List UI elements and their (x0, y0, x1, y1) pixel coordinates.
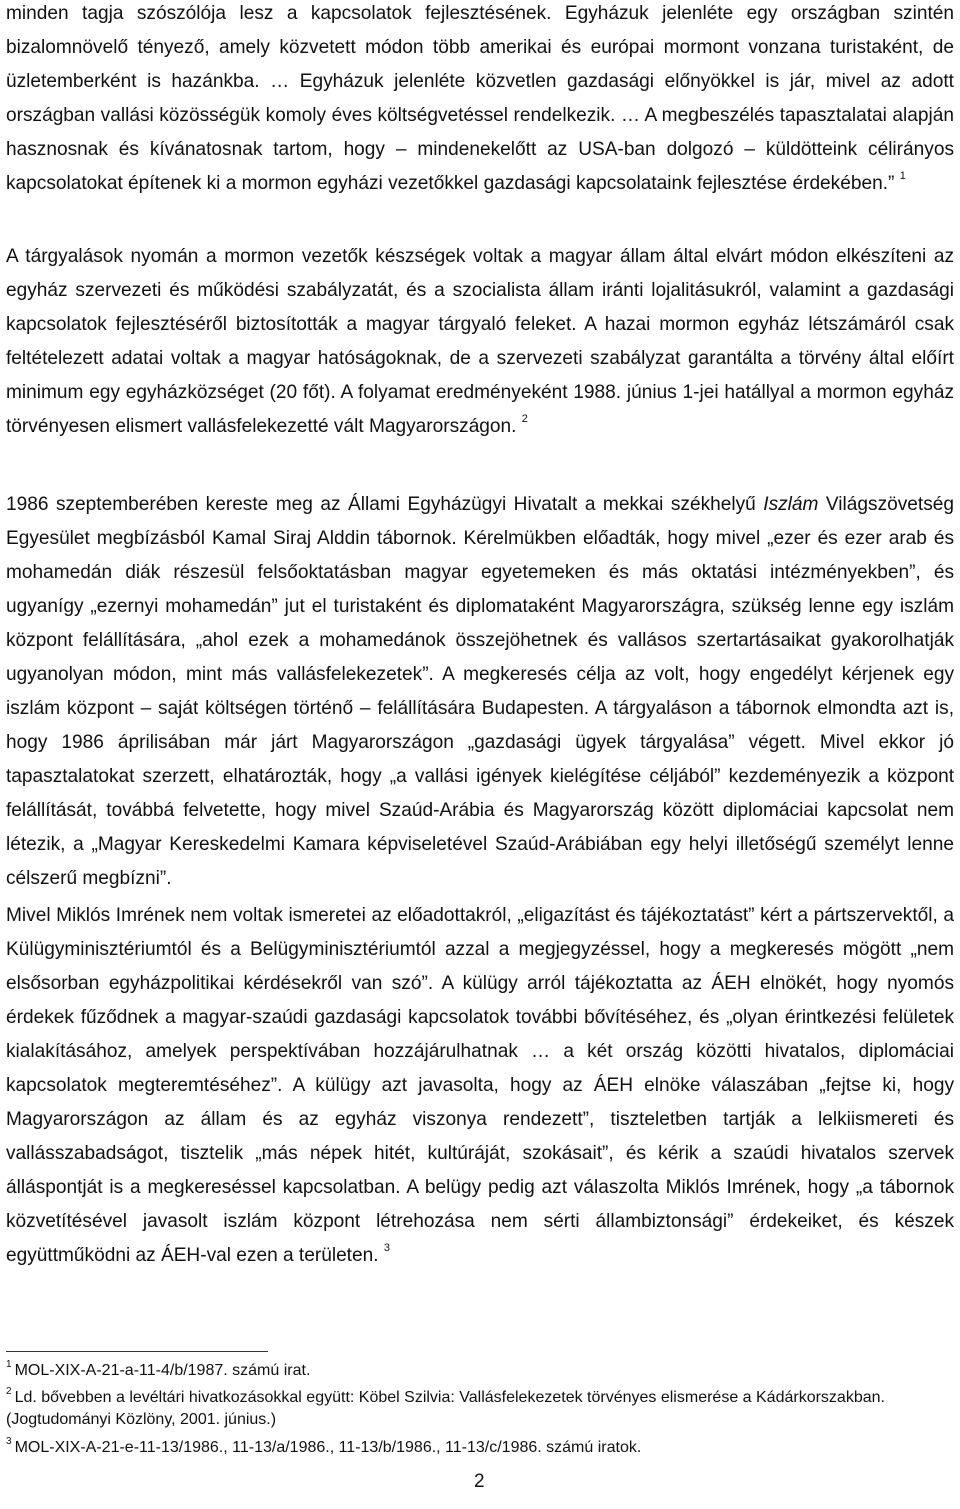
paragraph-mormon-recognition (6, 240, 954, 444)
paragraph-text: minden tagja szószólója lesz a kapcsolatok fejlesztésének. Egyházuk jelenléte egy országban szintén bizalomnövelő tényező, amely közvetett módon több amerikai és európai mormont vonzana turistaként, de üzletemberként is hazánkba. … Egyházuk jelenléte közvetlen gazdasági előnyökkel is jár, mivel az adott országban vallási közösségük komoly éves költségvetéssel rendelkezik. … A megbeszélés tapasztalatai alapján hasznosnak és kívánatosnak tartom, hogy – mindenekelőtt az USA-ban dolgozó – küldötteink célirányos kapcsolatokat építenek ki a mormon egyházi vezetőkkel gazdasági kapcsolataink fejlesztése érdekében.” (6, 3, 954, 194)
page-number: 2 (474, 1471, 485, 1492)
footnote-text: MOL-XIX-A-21-a-11-4/b/1987. számú irat. (14, 1362, 311, 1379)
paragraph-text-start: 1986 szeptemberében kereste meg az Állami Egyházügyi Hivatalt a mekkai székhelyű (6, 494, 764, 515)
paragraph-ministry-responses (6, 899, 954, 1273)
footnote-2 (6, 1387, 954, 1431)
footnote-number: 3 (6, 1435, 12, 1447)
footnote-text: Ld. bővebben a levéltári hivatkozásokkal együtt: Köbel Szilvia: Vallásfelekezetek törvényes elismerése a Kádárkorszakban. (Jogtudományi Közlöny, 2001. június.) (6, 1389, 885, 1428)
footnote-ref-3[interactable]: 3 (383, 1241, 390, 1254)
footnote-1 (6, 1360, 954, 1382)
paragraph-text: Mivel Miklós Imrének nem voltak ismeretei az előadottakról, „eligazítást és tájékoztatást” kért a pártszervektől, a Külügyminisztériumtól és a Belügyminisztériumtól azzal a megjegyzéssel, hogy a megkeresés mögött „nem elsősorban egyházpolitikai kérdésekről van szó”. A külügy arról tájékoztatta az ÁEH elnökét, hogy nyomós érdekek fűződnek a magyar-szaúdi gazdasági kapcsolatok további bővítéséhez, és „olyan érintkezési felületek kialakításához, amelyek perspektívában hozzájárulhatnak … a két ország közötti hivatalos, diplomáciai kapcsolatok megteremtéséhez”. A külügy azt javasolta, hogy az ÁEH elnöke válaszában „fejtse ki, hogy Magyarországon az állam és az egyház viszonya rendezett”, tiszteletben tartják a lelkiismereti és vallásszabadságot, tisztelik „más népek hitét, kultúráját, szokásait”, és kérik a szaúdi hivatalos szervek álláspontját is a megkereséssel kapcsolatban. A belügy pedig azt válaszolta Miklós Imrének, hogy „a tábornok közvetítésével javasolt iszlám központ létrehozása nem sérti állambiztonsági” érdekeiket, és készek együttműködni az ÁEH-val ezen a területen. (6, 905, 954, 1266)
footnote-number: 2 (6, 1385, 12, 1397)
italic-term: Iszlám (763, 494, 819, 515)
footnote-separator (6, 1351, 268, 1352)
footnote-number: 1 (6, 1358, 12, 1370)
footnote-text: MOL-XIX-A-21-e-11-13/1986., 11-13/a/1986., 11-13/b/1986., 11-13/c/1986. számú iratok. (14, 1439, 642, 1456)
footnote-3 (6, 1437, 954, 1459)
footnote-ref-1[interactable]: 1 (899, 169, 906, 182)
footnote-ref-2[interactable]: 2 (521, 412, 528, 425)
paragraph-text-end: Világszövetség Egyesület megbízásból Kamal Siraj Alddin tábornok. Kérelmükben előadták, hogy mivel „ezer és ezer arab és mohamedán diák részesül felsőoktatásban magyar egyetemeken és más oktatási intézményekben”, és ugyanígy „ezernyi mohamedán” jut el turistaként és diplomataként Magyarországra, szükség lenne egy iszlám központ felállítására, „ahol ezek a mohamedánok összejöhetnek és vallásos szertartásaikat gyakorolhatják ugyanolyan módon, mint más vallásfelekezetek”. A megkeresés célja az volt, hogy engedélyt kérjenek egy iszlám központ – saját költségen történő – felállítására Budapesten. A tárgyaláson a tábornok elmondta azt is, hogy 1986 áprilisában már járt Magyarországon „gazdasági ügyek tárgyalása” végett. Mivel ekkor jó tapasztalatokat szerzett, elhatározták, hogy „a vallási igények kielégítése céljából” kezdeményezik a központ felállítását, továbbá felvetette, hogy mivel Szaúd-Arábia és Magyarország között diplomáciai kapcsolat nem létezik, a „Magyar Kereskedelmi Kamara képviseletével Szaúd-Arábiában egy helyi illetőségű személyt lenne célszerű megbízni”. (6, 494, 954, 889)
paragraph-islam-center-request (6, 488, 954, 896)
paragraph-text: A tárgyalások nyomán a mormon vezetők készségek voltak a magyar állam által elvárt módon elkészíteni az egyház szervezeti és működési szabályzatát, és a szocialista állam iránti lojalitásukról, valamint a gazdasági kapcsolatok fejlesztéséről biztosították a magyar tárgyaló feleket. A hazai mormon egyház létszámáról csak feltételezett adatai voltak a magyar hatóságoknak, de a szervezeti szabályzat garantálta a törvény által előírt minimum egy egyházközséget (20 főt). A folyamat eredményeként 1988. június 1-jei hatállyal a mormon egyház törvényesen elismert vallásfelekezetté vált Magyarországon. (6, 246, 954, 437)
paragraph-quote-continuation (6, 0, 954, 201)
